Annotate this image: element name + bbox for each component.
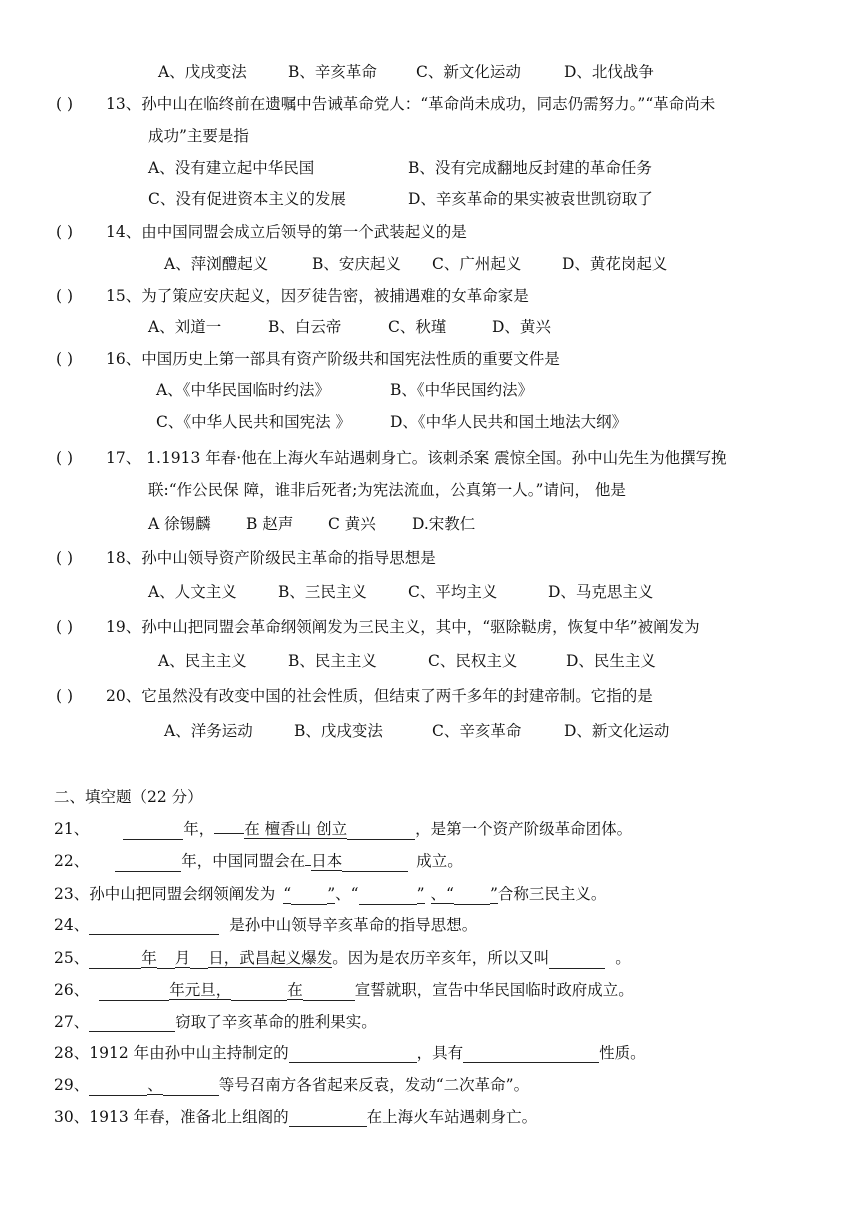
q14-option-a: A、萍浏醴起义 — [164, 255, 269, 273]
answer-blank[interactable] — [347, 821, 415, 840]
q13-option-a: A、没有建立起中华民国 — [148, 159, 315, 177]
q20-option-a: A、洋务运动 — [164, 722, 253, 740]
fill-q29 — [54, 1075, 529, 1096]
answer-blank[interactable] — [89, 1013, 175, 1032]
q13-option-b: B、没有完成翻地反封建的革命任务 — [408, 159, 652, 177]
q18-question — [56, 548, 436, 568]
q21-number: 21、 — [54, 820, 90, 838]
q23-number: 23、 — [54, 885, 90, 903]
answer-blank[interactable] — [163, 1077, 219, 1096]
q13-text: 13、孙中山在临终前在遗嘱中告诫革命党人：“革命尚未成功，同志仍需努力。”“革命尚未 — [106, 95, 716, 113]
q19-option-c: C、民权主义 — [428, 652, 518, 670]
fill-q22 — [54, 851, 463, 872]
answer-blank[interactable] — [291, 886, 327, 905]
q15-text: 15、为了策应安庆起义，因歹徒告密，被捕遇难的女革命家是 — [106, 287, 529, 305]
q28-number: 28、 — [54, 1044, 90, 1062]
q17-option-c: C 黄兴 — [328, 515, 376, 533]
fill-q28 — [54, 1043, 646, 1063]
q30-text-2: 在上海火车站遇刺身亡。 — [366, 1108, 538, 1126]
answer-parentheses[interactable]: ( ) — [56, 223, 74, 241]
answer-parentheses[interactable]: ( ) — [56, 95, 74, 113]
q15-question — [56, 286, 529, 306]
quote-mark: 、“ — [335, 885, 359, 903]
q25-text-2: 月 — [174, 949, 191, 967]
q12-option-b: B、辛亥革命 — [288, 63, 377, 81]
answer-parentheses[interactable]: ( ) — [56, 350, 74, 368]
q22-text-2: 日本 — [311, 852, 343, 870]
q17-question — [56, 448, 727, 468]
q17-text: 17、 1.1913 年春·他在上海火车站遇刺身亡。该刺杀案 震惊全国。孙中山先生为他撰写挽 — [106, 449, 727, 467]
q15-options — [148, 317, 551, 337]
q29-text-1: 、 — [147, 1076, 163, 1094]
answer-blank[interactable] — [342, 853, 408, 872]
q22-text-3: 成立。 — [416, 852, 463, 870]
q22-text-1: 年，中国同盟会在 — [181, 852, 306, 870]
answer-blank[interactable] — [190, 950, 208, 969]
q13-option-c: C、没有促进资本主义的发展 — [148, 190, 346, 208]
q26-text-3: 宣誓就职，宣告中华民国临时政府成立。 — [354, 981, 634, 999]
q19-options — [158, 651, 656, 671]
fill-q23 — [54, 884, 606, 905]
q18-option-b: B、三民主义 — [278, 583, 367, 601]
q14-options — [164, 254, 667, 274]
q24-text-1: 是孙中山领导辛亥革命的指导思想。 — [229, 916, 478, 934]
q23-text-1: 孙中山把同盟会纲领阐发为 — [89, 885, 276, 903]
quote-mark: ” — [489, 885, 498, 903]
q21-text-1: 年， — [183, 820, 215, 838]
answer-blank[interactable] — [231, 982, 287, 1001]
answer-blank[interactable] — [89, 950, 141, 969]
answer-blank[interactable] — [289, 1108, 367, 1127]
q19-question — [56, 617, 700, 637]
q19-text: 19、孙中山把同盟会革命纲领阐发为三民主义，其中，“驱除鞑虏，恢复中华”被阐发为 — [106, 618, 700, 636]
answer-parentheses[interactable]: ( ) — [56, 687, 74, 705]
q19-option-d: D、民生主义 — [566, 652, 656, 670]
q21-text-2: 在 檀香山 创立 — [244, 820, 348, 838]
q14-question — [56, 222, 467, 242]
q12-options — [158, 62, 654, 82]
q12-option-d: D、北伐战争 — [564, 63, 654, 81]
q17-options — [148, 514, 475, 534]
q25-text-1: 年 — [141, 949, 157, 967]
q28-text-1: 1912 年由孙中山主持制定的 — [89, 1044, 289, 1062]
q16-option-a: A、《中华民国临时约法》 — [156, 381, 330, 399]
q12-option-c: C、新文化运动 — [416, 63, 521, 81]
section-2-title: 二、填空题（22 分） — [54, 788, 203, 806]
answer-blank[interactable] — [463, 1044, 599, 1063]
q16-text: 16、中国历史上第一部具有资产阶级共和国宪法性质的重要文件是 — [106, 350, 560, 368]
q26-number: 26、 — [54, 981, 90, 999]
fill-q30 — [54, 1107, 537, 1127]
answer-blank[interactable] — [89, 916, 219, 935]
q21-text-3: ，是第一个资产阶级革命团体。 — [415, 820, 633, 838]
q25-text-3: 日，武昌起义爆发 — [208, 949, 333, 967]
quote-mark: ” — [327, 885, 336, 903]
q24-number: 24、 — [54, 916, 90, 934]
q18-text: 18、孙中山领导资产阶级民主革命的指导思想是 — [106, 549, 436, 567]
answer-blank[interactable] — [454, 886, 490, 905]
q15-option-c: C、秋瑾 — [388, 318, 447, 336]
q14-text: 14、由中国同盟会成立后领导的第一个武装起义的是 — [106, 223, 467, 241]
q19-option-a: A、民主主义 — [158, 652, 247, 670]
q16-option-d: D、《中华人民共和国土地法大纲》 — [390, 413, 628, 431]
q13-options-row1 — [148, 158, 652, 178]
answer-blank[interactable] — [157, 950, 175, 969]
fill-q26 — [54, 980, 634, 1001]
q29-number: 29、 — [54, 1076, 90, 1094]
q14-option-b: B、安庆起义 — [312, 255, 401, 273]
q13-text-cont: 成功”主要是指 — [148, 127, 249, 145]
q20-option-b: B、戊戌变法 — [294, 722, 383, 740]
q18-option-c: C、平均主义 — [408, 583, 498, 601]
answer-blank[interactable] — [123, 821, 183, 840]
q28-text-2: ，具有 — [416, 1044, 464, 1062]
q18-option-d: D、马克思主义 — [548, 583, 654, 601]
answer-blank[interactable] — [549, 950, 605, 969]
q16-options-row1 — [156, 380, 533, 400]
quote-mark: ” — [416, 885, 425, 903]
q13-options-row2 — [148, 189, 653, 209]
answer-parentheses[interactable]: ( ) — [56, 287, 74, 305]
q17-option-d: D.宋教仁 — [412, 515, 476, 533]
q26-text-2: 在 — [287, 981, 303, 999]
answer-blank[interactable] — [359, 886, 417, 905]
fill-q25 — [54, 948, 631, 969]
answer-parentheses[interactable]: ( ) — [56, 618, 74, 636]
q13-question — [56, 94, 715, 114]
q25-text-4: 。因为是农历辛亥年，所以又叫 — [332, 949, 550, 967]
q14-option-d: D、黄花岗起义 — [562, 255, 668, 273]
q15-option-d: D、黄兴 — [492, 318, 551, 336]
answer-parentheses[interactable]: ( ) — [56, 549, 74, 567]
q20-option-d: D、新文化运动 — [564, 722, 670, 740]
answer-blank[interactable] — [99, 982, 169, 1001]
q18-options — [148, 582, 653, 602]
q28-text-3: 性质。 — [599, 1044, 646, 1062]
answer-blank[interactable] — [89, 1077, 147, 1096]
q25-number: 25、 — [54, 949, 90, 967]
q18-option-a: A、人文主义 — [148, 583, 237, 601]
fill-q21 — [54, 819, 632, 840]
q27-text-1: 窃取了辛亥革命的胜利果实。 — [175, 1013, 377, 1031]
q17-option-b: B 赵声 — [246, 515, 294, 533]
answer-blank[interactable] — [289, 1044, 417, 1063]
q17-text-cont: 联:“作公民保 障，谁非后死者;为宪法流血，公真第一人。”请问， 他是 — [148, 481, 626, 499]
answer-blank[interactable] — [115, 853, 181, 872]
quote-mark: “ — [283, 885, 292, 903]
q27-number: 27、 — [54, 1013, 90, 1031]
q14-option-c: C、广州起义 — [432, 255, 522, 273]
q20-text: 20、它虽然没有改变中国的社会性质，但结束了两千多年的封建帝制。它指的是 — [106, 687, 653, 705]
q16-option-c: C、《中华人民共和国宪法 》 — [156, 413, 352, 431]
q22-number: 22、 — [54, 852, 90, 870]
q15-option-b: B、白云帝 — [268, 318, 342, 336]
fill-q24 — [54, 915, 477, 935]
answer-blank[interactable] — [303, 982, 355, 1001]
fill-q27 — [54, 1012, 377, 1032]
q15-option-a: A、刘道一 — [148, 318, 222, 336]
q13-option-d: D、辛亥革命的果实被袁世凯窃取了 — [408, 190, 653, 208]
q20-option-c: C、辛亥革命 — [432, 722, 522, 740]
answer-parentheses[interactable]: ( ) — [56, 449, 74, 467]
q16-options-row2 — [156, 412, 627, 432]
q30-text-1: 1913 年春，准备北上组阁的 — [89, 1108, 289, 1126]
q23-text-2: 合称三民主义。 — [497, 885, 607, 903]
q29-text-2: 等号召南方各省起来反袁，发动“二次革命”。 — [218, 1076, 530, 1094]
q16-question — [56, 349, 560, 369]
quote-mark: 、“ — [430, 885, 454, 903]
q16-option-b: B、《中华民国约法》 — [390, 381, 534, 399]
q17-option-a: A 徐锡麟 — [148, 515, 211, 533]
q26-text-1: 年元旦， — [169, 981, 232, 999]
q12-option-a: A、戊戌变法 — [158, 63, 247, 81]
q25-text-5: 。 — [615, 949, 631, 967]
q30-number: 30、 — [54, 1108, 90, 1126]
q20-options — [164, 721, 669, 741]
q20-question — [56, 686, 653, 706]
q19-option-b: B、民主主义 — [288, 652, 377, 670]
